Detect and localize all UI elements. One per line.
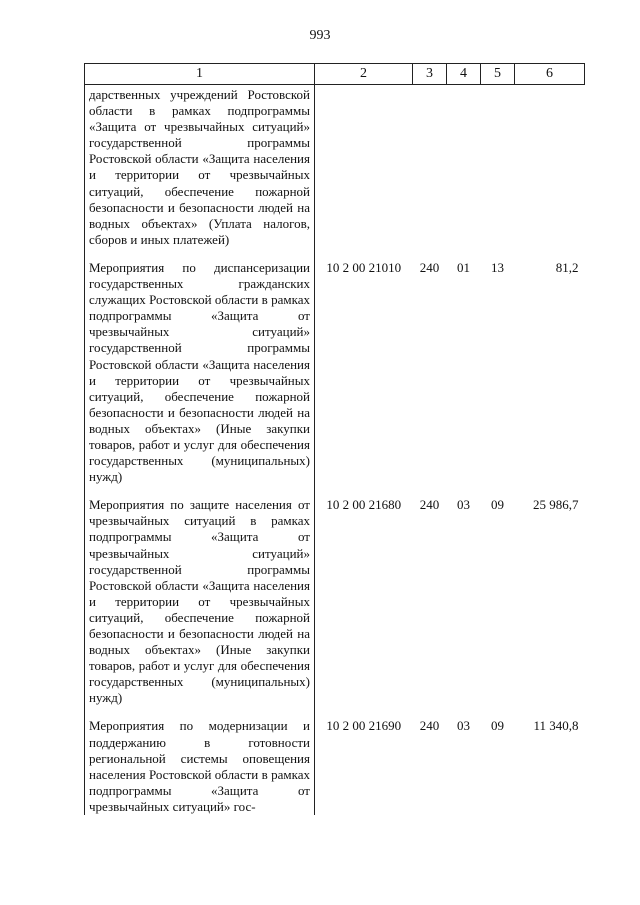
row-code: 10 2 00 21680 xyxy=(326,497,402,513)
table-row xyxy=(85,716,585,815)
header-col-3: 3 xyxy=(413,64,447,85)
table-row xyxy=(85,495,585,716)
row-name: Мероприятия по модернизации и поддержанию в готовности региональной системы оповещения населения Ростовской области в рамках подпрограммы «Защита от чрезвычайных ситуаций» гос- xyxy=(85,716,315,815)
row-pr: 09 xyxy=(491,718,504,734)
page-number: 993 xyxy=(309,28,331,43)
row-rz: 03 xyxy=(457,718,470,734)
row-code xyxy=(315,85,413,258)
row-vr: 240 xyxy=(419,497,440,513)
row-name: Мероприятия по диспансеризации государственных гражданских служащих Ростовской области в рамках подпрограммы «Защита от чрезвычайных ситуаций» государственной программы Ростовской области «Защита населения и территории от чрезвычайных ситуаций, обеспечение пожарной безопасности и безопасности людей на водных объектах» (Иные закупки товаров, работ и услуг для обеспечения государственных (муниципальных) нужд) xyxy=(85,258,315,495)
header-col-6: 6 xyxy=(515,64,585,85)
row-pr xyxy=(481,85,515,258)
row-amount: 81,2 xyxy=(555,259,579,275)
header-col-1: 1 xyxy=(85,64,315,85)
header-col-5: 5 xyxy=(481,64,515,85)
row-vr: 240 xyxy=(419,718,440,734)
row-rz: 03 xyxy=(457,497,470,513)
row-vr xyxy=(413,85,447,258)
row-rz: 01 xyxy=(457,259,470,275)
row-pr: 09 xyxy=(491,497,504,513)
table-row xyxy=(85,258,585,495)
row-rz xyxy=(447,85,481,258)
table-header-row xyxy=(85,64,585,85)
row-pr: 13 xyxy=(491,259,504,275)
table-row xyxy=(85,85,585,258)
row-name: Мероприятия по защите населения от чрезвычайных ситуаций в рамках подпрограммы «Защита от чрезвычайных ситуаций» государственной программы Ростовской области «Защита населения и территории от чрезвычайных ситуаций, обеспечение пожарной безопасности и безопасности людей на водных объектах» (Иные закупки товаров, работ и услуг для обеспечения государственных (муниципальных) нужд) xyxy=(85,495,315,716)
row-amount: 11 340,8 xyxy=(533,718,579,734)
header-col-2: 2 xyxy=(315,64,413,85)
row-amount xyxy=(515,85,585,258)
row-name: дарственных учреждений Ростовской области в рамках подпрограммы «Защита от чрезвычайных ситуаций» государственной программы Ростовской области «Защита населения и территории от чрезвычайных ситуаций, обеспечение пожарной безопасности и безопасности людей на водных объектах» (Уплата налогов, сборов и иных платежей) xyxy=(85,85,315,258)
row-code: 10 2 00 21690 xyxy=(326,718,402,734)
row-amount: 25 986,7 xyxy=(533,497,579,513)
row-vr: 240 xyxy=(419,259,440,275)
row-code: 10 2 00 21010 xyxy=(326,259,402,275)
header-col-4: 4 xyxy=(447,64,481,85)
budget-table xyxy=(84,63,585,815)
